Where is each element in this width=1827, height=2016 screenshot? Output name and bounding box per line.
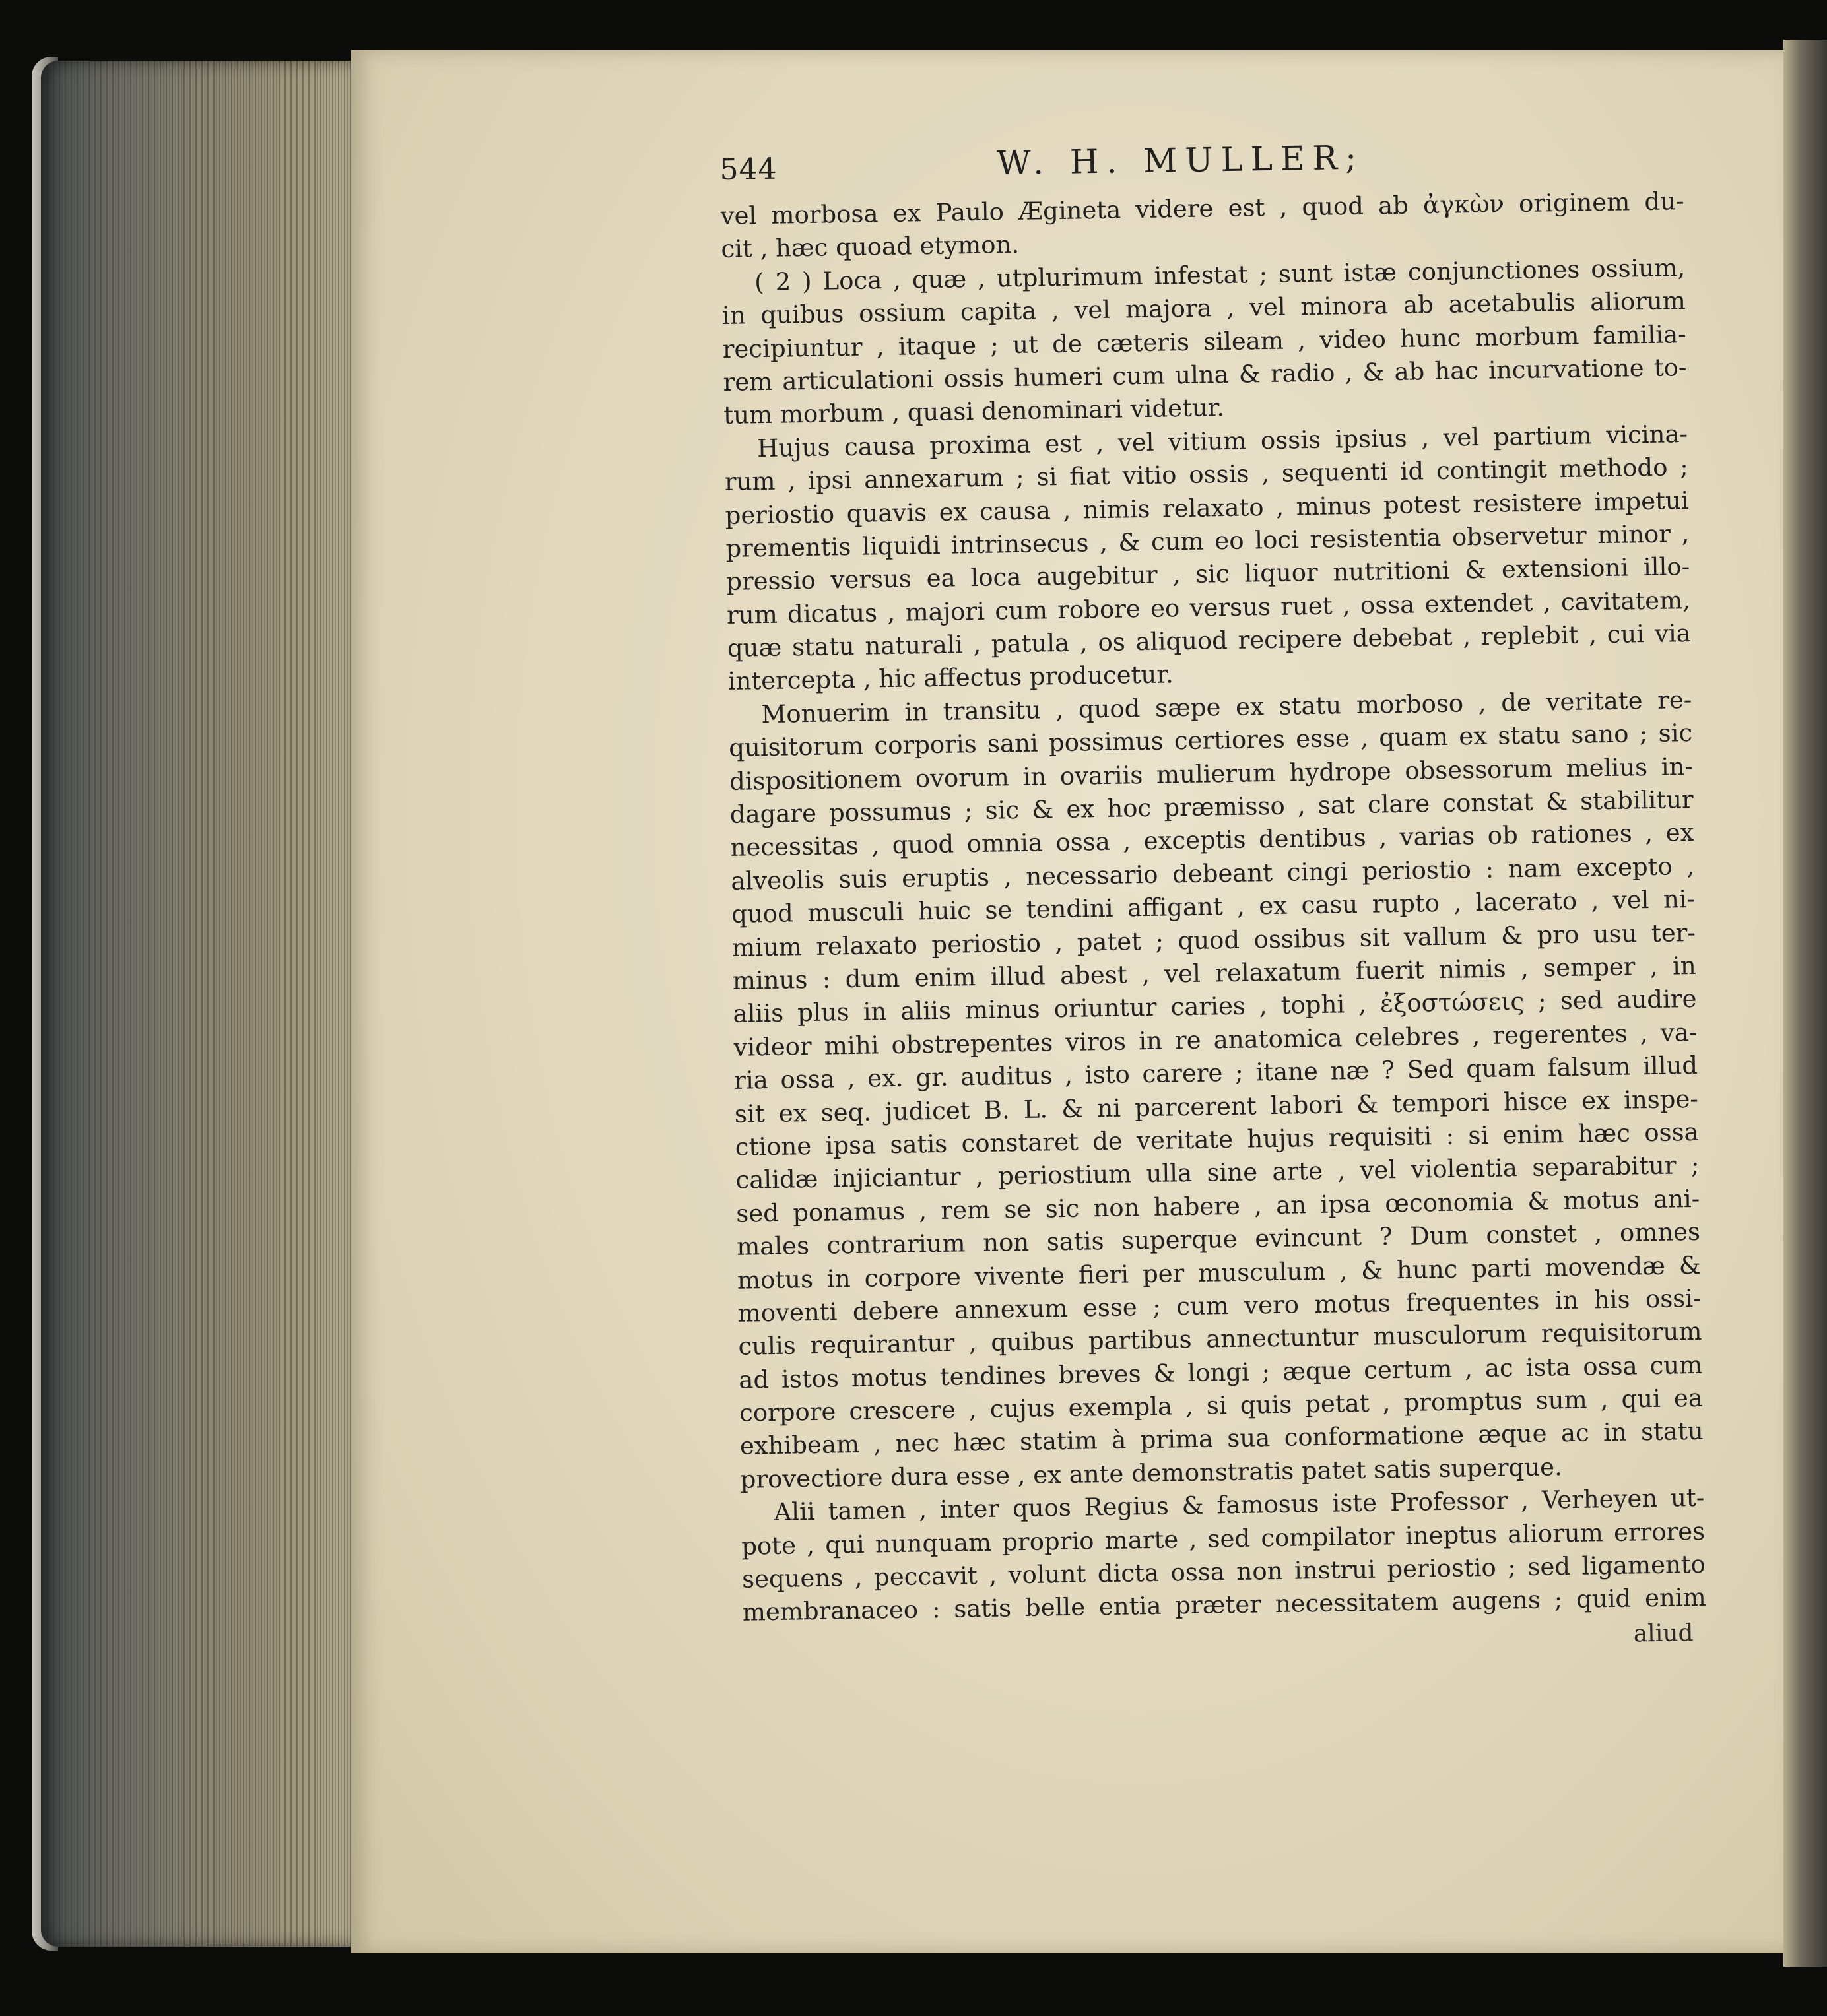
catchword: aliud bbox=[1633, 1619, 1694, 1648]
page-text-block bbox=[719, 133, 1707, 1662]
text-line: quod musculi huic se tendini affigant , ex casu rupto , lacerato , vel ni- bbox=[731, 885, 1696, 929]
text-line: quisitorum corporis sani possimus certiores esse , quam ex statu sano ; sic bbox=[728, 719, 1693, 763]
page-stack-edge bbox=[41, 61, 351, 1947]
text-line: minus : dum enim illud abest , vel relaxatum fuerit nimis , semper , in bbox=[732, 951, 1696, 995]
text-line: sed ponamus , rem se sic non habere , an ipsa œconomia & motus ani- bbox=[736, 1184, 1700, 1228]
text-line: recipiuntur , itaque ; ut de cæteris sileam , video hunc morbum familia- bbox=[722, 319, 1686, 364]
text-line: necessitas , quod omnia ossa , exceptis dentibus , varias ob rationes , ex bbox=[730, 818, 1694, 862]
text-line: motus in corpore vivente fieri per musculum , & hunc parti movendæ & bbox=[737, 1251, 1702, 1295]
text-line: ( 2 ) Loca , quæ , utplurimum infestat ; sunt istæ conjunctiones ossium, bbox=[754, 253, 1686, 296]
text-line: dagare possumus ; sic & ex hoc præmisso , sat clare constat & stabilitur bbox=[729, 785, 1694, 829]
text-line: calidæ injiciantur , periostium ulla sine arte , vel violentia separabitur ; bbox=[735, 1151, 1700, 1195]
text-line: rem articulationi ossis humeri cum ulna & radio , & ab hac incurvatione to- bbox=[723, 352, 1687, 397]
text-line: sequens , peccavit , volunt dicta ossa non instrui periostio ; sed ligamento bbox=[741, 1549, 1706, 1594]
text-line: rum , ipsi annexarum ; si fiat vitio ossis , sequenti id contingit methodo ; bbox=[724, 453, 1689, 497]
text-line: moventi debere annexum esse ; cum vero motus frequentes in his ossi- bbox=[737, 1284, 1702, 1328]
gutter-shadow bbox=[1783, 40, 1827, 1967]
text-line: ria ossa , ex. gr. auditus , isto carere ; itane næ ? Sed quam falsum illud bbox=[733, 1051, 1698, 1095]
text-line: videor mihi obstrepentes viros in re anatomica celebres , regerentes , va- bbox=[733, 1018, 1698, 1062]
text-line: tum morbum , quasi denominari videtur. bbox=[723, 393, 1225, 430]
text-line: aliis plus in aliis minus oriuntur caries , tophi , ἐξοστώσεις ; sed audire bbox=[733, 985, 1697, 1029]
text-line: membranaceo : satis belle entia præter necessitatem augens ; quid enim bbox=[742, 1583, 1707, 1627]
text-line: culis requirantur , quibus partibus annectuntur musculorum requisitorum bbox=[738, 1317, 1702, 1361]
text-line: provectiore dura esse , ex ante demonstratis patet satis superque. bbox=[740, 1452, 1563, 1494]
text-line: pote , qui nunquam proprio marte , sed compilator ineptus aliorum errores bbox=[741, 1516, 1706, 1561]
running-head-title: W. H. MULLER; bbox=[996, 138, 1365, 183]
text-line: sit ex seq. judicet B. L. & ni parcerent labori & tempori hisce ex inspe- bbox=[734, 1084, 1699, 1128]
text-line: ad istos motus tendines breves & longi ; æque certum , ac ista ossa cum bbox=[738, 1350, 1703, 1394]
page-number: 544 bbox=[719, 152, 778, 187]
text-line: Alii tamen , inter quos Regius & famosus iste Professor , Verheyen ut- bbox=[774, 1483, 1705, 1527]
text-line: prementis liquidi intrinsecus , & cum eo loci resistentia observetur minor , bbox=[725, 519, 1690, 563]
text-line: in quibus ossium capita , vel majora , vel minora ab acetabulis aliorum bbox=[721, 286, 1686, 331]
text-line: mium relaxato periostio , patet ; quod ossibus sit vallum & pro usu ter- bbox=[731, 918, 1696, 962]
text-line: cit , hæc quoad etymon. bbox=[721, 230, 1020, 264]
text-line: exhibeam , nec hæc statim à prima sua conformatione æque ac in statu bbox=[739, 1417, 1704, 1461]
text-line: corpore crescere , cujus exempla , si quis petat , promptus sum , qui ea bbox=[739, 1383, 1704, 1427]
text-line: males contrarium non satis superque evincunt ? Dum constet , omnes bbox=[736, 1217, 1701, 1261]
text-line: intercepta , hic affectus producetur. bbox=[727, 660, 1174, 696]
text-line: rum dicatus , majori cum robore eo versus ruet , ossa extendet , cavitatem, bbox=[726, 585, 1691, 630]
text-line: dispositionem ovorum in ovariis mulierum hydrope obsessorum melius in- bbox=[729, 752, 1694, 796]
text-line: periostio quavis ex causa , nimis relaxato , minus potest resistere impetui bbox=[725, 486, 1689, 530]
text-line: alveolis suis eruptis , necessario debeant cingi periostio : nam excepto , bbox=[731, 851, 1695, 895]
text-line: Monuerim in transitu , quod sæpe ex statu morboso , de veritate re- bbox=[761, 685, 1692, 729]
text-line: quæ statu naturali , patula , os aliquod recipere debebat , replebit , cui via bbox=[727, 619, 1692, 663]
text-line: pressio versus ea loca augebitur , sic liquor nutritioni & extensioni illo- bbox=[725, 552, 1690, 597]
text-line: Hujus causa proxima est , vel vitium ossis ipsius , vel partium vicina- bbox=[756, 419, 1688, 463]
text-line: vel morbosa ex Paulo Ægineta videre est , quod ab ἀγκὼν originem du- bbox=[720, 187, 1684, 230]
text-line: ctione ipsa satis constaret de veritate hujus requisiti : si enim hæc ossa bbox=[735, 1117, 1699, 1161]
